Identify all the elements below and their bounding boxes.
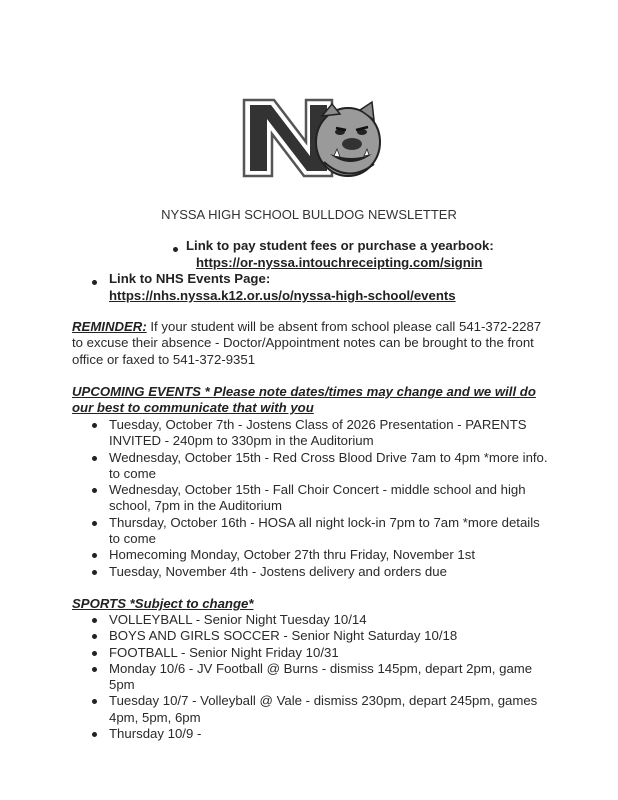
sport-text: BOYS AND GIRLS SOCCER - Senior Night Saturday 10/18 [109,628,458,644]
fees-link-url[interactable]: https://or-nyssa.intouchreceipting.com/signin [196,255,483,270]
bullet-icon [92,618,97,623]
sport-text: FOOTBALL - Senior Night Friday 10/31 [109,644,339,660]
bullet-icon [92,732,97,737]
upcoming-events-heading: UPCOMING EVENTS * Please note dates/times may change and we will do our best to communicate that with you [72,384,536,416]
sport-text: Monday 10/6 - JV Football @ Burns - dismiss 145pm, depart 2pm, game 5pm [109,660,533,693]
bullet-icon [92,651,97,656]
event-text: Tuesday, November 4th - Jostens delivery and orders due [109,563,447,579]
bullet-icon [92,553,97,558]
sports-list [72,612,552,742]
bulldog-n-logo-icon [240,92,385,184]
event-text: Wednesday, October 15th - Fall Choir Concert - middle school and high school, 7pm in the Auditorium [109,482,526,514]
reminder-label: REMINDER: [72,319,147,334]
bullet-icon [92,521,97,526]
event-text: Wednesday, October 15th - Red Cross Blood Drive 7am to 4pm *more info. to come [109,449,548,481]
school-logo [240,92,385,184]
list-item [72,417,552,450]
list-item [72,693,552,726]
list-item [72,628,552,644]
bullet-icon [92,667,97,672]
list-item [72,726,552,742]
sport-text: Thursday 10/9 - [109,726,202,742]
bullet-icon [92,634,97,639]
reminder-paragraph [72,319,552,368]
list-item [72,612,552,628]
sport-text: VOLLEYBALL - Senior Night Tuesday 10/14 [109,612,367,627]
reminder-text: If your student will be absent from school please call 541-372-2287 to excuse their absence - Doctor/Appointment notes can be brought to the front office or faxed to 541-372-9351 [72,319,542,367]
bullet-icon [92,456,97,461]
bullet-icon [92,423,97,428]
list-item [72,482,552,515]
event-text: Tuesday, October 7th - Jostens Class of 2026 Presentation - PARENTS INVITED - 240pm to 330pm in the Auditorium [109,417,527,449]
upcoming-events-list [72,417,552,580]
event-text: Homecoming Monday, October 27th thru Friday, November 1st [109,547,475,563]
sports-heading: SPORTS *Subject to change* [72,596,254,611]
bullet-icon [92,570,97,575]
list-item [72,450,552,483]
bullet-icon [92,280,97,285]
list-item [72,515,552,548]
event-text: Thursday, October 16th - HOSA all night lock-in 7pm to 7am *more details to come [109,514,540,547]
newsletter-title: NYSSA HIGH SCHOOL BULLDOG NEWSLETTER [161,207,457,222]
bullet-icon [173,247,178,252]
events-link-url[interactable]: https://nhs.nyssa.k12.or.us/o/nyssa-high-school/events [109,288,456,303]
sport-text: Tuesday 10/7 - Volleyball @ Vale - dismiss 230pm, depart 245pm, games 4pm, 5pm, 6pm [109,693,538,725]
list-item [72,645,552,661]
list-item [72,564,552,580]
bullet-icon [92,488,97,493]
list-item [72,547,552,563]
bullet-icon [92,699,97,704]
fees-link-label: Link to pay student fees or purchase a yearbook: [186,238,494,253]
list-item [72,661,552,694]
events-link-label: Link to NHS Events Page: [109,271,271,286]
